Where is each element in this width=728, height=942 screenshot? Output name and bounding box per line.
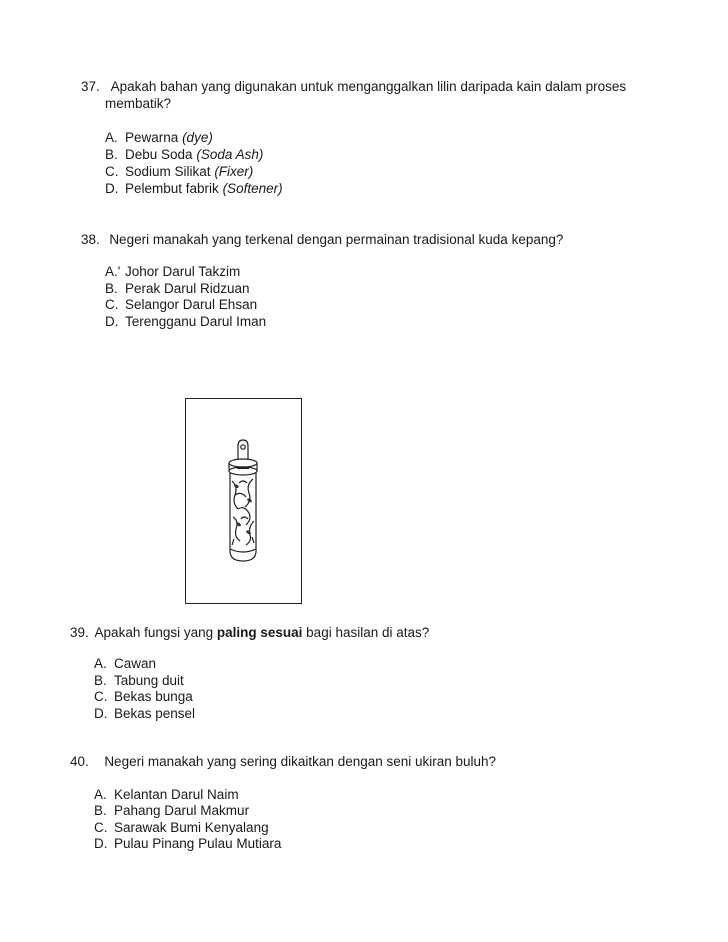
option-text: Perak Darul Ridzuan: [125, 281, 250, 296]
option-text: Bekas pensel: [114, 706, 196, 721]
option-letter: D.: [105, 314, 119, 329]
question-37-option-d: [105, 181, 283, 197]
question-text-before: Apakah fungsi yang: [94, 625, 217, 640]
option-letter: B.: [94, 673, 107, 688]
question-39-stem: [70, 625, 429, 641]
option-text: Cawan: [114, 656, 157, 671]
question-37-option-a: [105, 130, 213, 146]
option-letter: D.: [94, 836, 108, 851]
option-letter: C.: [105, 297, 119, 312]
question-37-stem-line1: [81, 79, 626, 95]
question-40-stem: [70, 754, 496, 770]
option-note: (Fixer): [214, 164, 254, 179]
question-text: Apakah bahan yang digunakan untuk menganggalkan lilin daripada kain dalam proses: [110, 79, 627, 94]
figure-box: [185, 398, 302, 604]
option-note: (dye): [182, 130, 213, 145]
option-letter: A.: [105, 130, 118, 145]
option-text: Tabung duit: [114, 673, 184, 688]
option-letter: D.: [105, 181, 119, 196]
question-text: Negeri manakah yang sering dikaitkan dengan seni ukiran buluh?: [104, 754, 497, 769]
option-text: Sodium Silikat: [125, 164, 211, 179]
question-40-option-b: [94, 803, 249, 819]
option-text: Pahang Darul Makmur: [114, 803, 250, 818]
option-note: (Soda Ash): [196, 147, 264, 162]
option-text: Kelantan Darul Naim: [114, 787, 239, 802]
question-39-option-a: [94, 656, 156, 672]
question-39-option-b: [94, 673, 184, 689]
option-text: Johor Darul Takzim: [125, 264, 241, 279]
option-text: Pewarna: [125, 130, 179, 145]
question-37-stem-line2: membatik?: [105, 96, 172, 111]
question-38-option-a: [105, 264, 240, 280]
option-text: Pelembut fabrik: [125, 181, 219, 196]
question-40-option-a: [94, 787, 239, 803]
option-text: Sarawak Bumi Kenyalang: [114, 820, 269, 835]
option-text: Terengganu Darul Iman: [125, 314, 267, 329]
option-text: Pulau Pinang Pulau Mutiara: [114, 836, 282, 851]
question-38-option-b: [105, 281, 250, 297]
question-number: 37.: [81, 79, 100, 94]
question-text-emphasis: paling sesuai: [216, 625, 303, 640]
option-text: Bekas bunga: [114, 689, 193, 704]
option-letter: B.: [105, 147, 118, 162]
question-text: Negeri manakah yang terkenal dengan permainan tradisional kuda kepang?: [109, 232, 564, 247]
question-text-after: bagi hasilan di atas?: [302, 625, 430, 640]
option-note: (Softener): [222, 181, 283, 196]
option-letter: C.: [94, 689, 108, 704]
option-letter: A.: [94, 787, 107, 802]
option-letter: A.': [105, 264, 121, 279]
question-39-option-d: [94, 706, 195, 722]
question-38-option-d: [105, 314, 266, 330]
question-40-option-c: [94, 820, 269, 836]
question-37-option-c: [105, 164, 253, 180]
question-number: 39.: [70, 625, 89, 640]
option-letter: B.: [94, 803, 107, 818]
question-number: 40.: [70, 754, 89, 769]
question-number: 38.: [81, 232, 100, 247]
option-letter: A.: [94, 656, 107, 671]
question-38-stem: [81, 232, 563, 248]
option-text: Debu Soda: [125, 147, 193, 162]
option-letter: D.: [94, 706, 108, 721]
option-letter: C.: [105, 164, 119, 179]
question-38-option-c: [105, 297, 257, 313]
carved-bamboo-container-icon: [186, 399, 301, 603]
option-letter: B.: [105, 281, 118, 296]
option-text: Selangor Darul Ehsan: [125, 297, 258, 312]
question-39-option-c: [94, 689, 193, 705]
question-40-option-d: [94, 836, 281, 852]
question-37-option-b: [105, 147, 263, 163]
option-letter: C.: [94, 820, 108, 835]
